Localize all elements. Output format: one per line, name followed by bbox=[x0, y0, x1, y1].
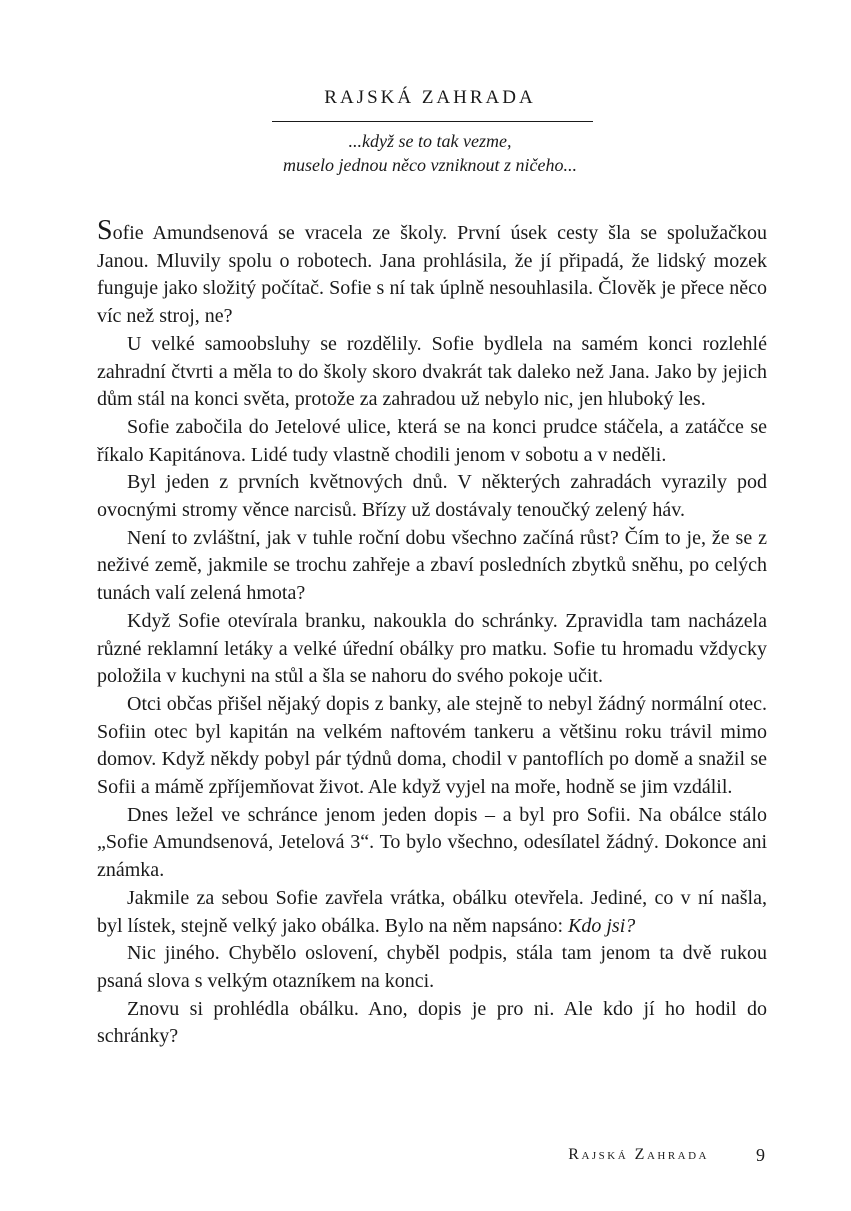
paragraph: Když Sofie otevírala branku, nakoukla do schránky. Zpravidla tam nacházela různé reklamní letáky a velké úřední obálky pro matku. Sofie tu hromadu vždycky položila v kuchyni na stůl a šla se nahoru do svého pokoje učit. bbox=[97, 609, 767, 688]
paragraph: Nic jiného. Chybělo oslovení, chyběl podpis, stála tam jenom ta dvě rukou psaná slova s velkým otazníkem na konci. bbox=[97, 942, 767, 992]
body-text bbox=[97, 215, 767, 1051]
paragraph: Není to zvláštní, jak v tuhle roční dobu všechno začíná růst? Čím to je, že se z neživé země, jakmile se trochu zahřeje a zbaví posledních zbytků sněhu, po celých tunách valí zelená hmota? bbox=[97, 526, 767, 605]
paragraph: Sofie zabočila do Jetelové ulice, která se na konci prudce stáčela, a zatáčce se říkalo Kapitánova. Lidé tudy vlastně chodili jenom v sobotu a v neděli. bbox=[97, 415, 767, 466]
page-footer bbox=[440, 1143, 767, 1167]
epigraph bbox=[200, 129, 660, 177]
paragraph-text: Jakmile za sebou Sofie zavřela vrátka, obálku otevřela. Jediné, co v ní našla, byl lístek, stejně velký jako obálka. Bylo na něm napsáno: bbox=[97, 886, 767, 937]
page-number: 9 bbox=[756, 1145, 765, 1165]
paragraph: Znovu si prohlédla obálku. Ano, dopis je pro ni. Ale kdo jí ho hodil do schránky? bbox=[97, 997, 767, 1048]
epigraph-line: ...když se to tak vezme, bbox=[348, 131, 512, 151]
dropcap: S bbox=[97, 215, 113, 246]
chapter-title: RAJSKÁ ZAHRADA bbox=[324, 87, 536, 108]
paragraph: Otci občas přišel nějaký dopis z banky, ale stejně to nebyl žádný normální otec. Sofiin otec byl kapitán na velkém naftovém tankeru a většinu roku trávil mimo domov. Když někdy pobyl pár týdnů doma, chodil v pantoflích po domě a snažil se Sofii a mámě zpříjemňovat život. Ale když vyjel na moře, hodně se jim vzdálil. bbox=[97, 692, 767, 799]
paragraph: Byl jeden z prvních květnových dnů. V některých zahradách vyrazily pod ovocnými stromy věnce narcisů. Břízy už dostávaly tenoučký zelený háv. bbox=[97, 471, 767, 522]
paragraph bbox=[97, 885, 767, 940]
running-head: Rajská Zahrada bbox=[568, 1146, 709, 1163]
paragraph: U velké samoobsluhy se rozdělily. Sofie bydlela na samém konci rozlehlé zahradní čtvrti a měla to do školy skoro dvakrát tak daleko než Jana. Jako by jejich dům stál na konci světa, protože za zahradou už nebylo nic, jen hluboký les. bbox=[97, 332, 767, 411]
epigraph-line: muselo jednou něco vzniknout z ničeho... bbox=[283, 155, 577, 175]
letter-question: Kdo jsi? bbox=[568, 914, 636, 937]
paragraph bbox=[97, 215, 767, 331]
paragraph: Dnes ležel ve schránce jenom jeden dopis – a byl pro Sofii. Na obálce stálo „Sofie Amundsenová, Jetelová 3“. To bylo všechno, odesílatel žádný. Dokonce ani známka. bbox=[97, 803, 767, 882]
paragraph-text: ofie Amundsenová se vracela ze školy. První úsek cesty šla se spolužačkou Janou. Mluvily spolu o robotech. Jana prohlásila, že jí připadá, že lidský mozek funguje jako složitý počítač. Sofie s ní tak úplně nesouhlasila. Člověk je přece něco víc než stroj, ne? bbox=[97, 222, 767, 328]
title-rule bbox=[272, 121, 593, 122]
